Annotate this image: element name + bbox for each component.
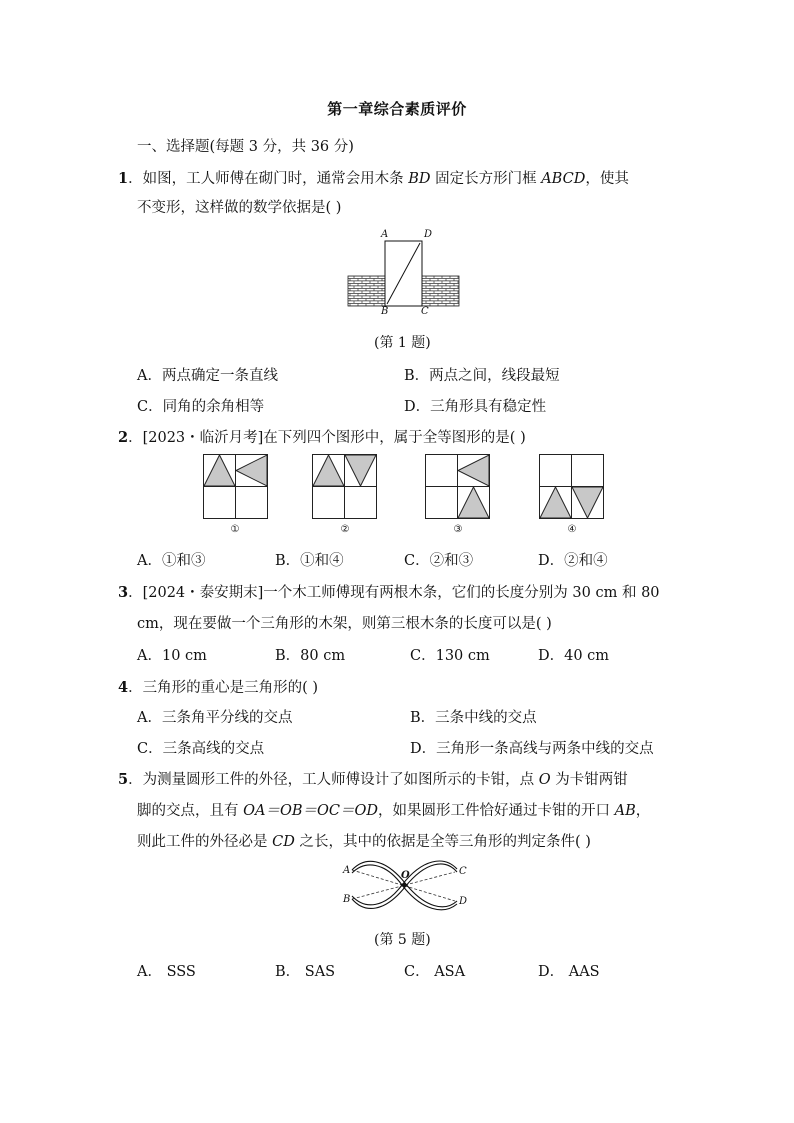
q1-label-d: D [424, 229, 433, 240]
question-1-text-line2: 不变形，这样做的数学依据是( ) [137, 200, 342, 216]
question-1-text: 1．如图，工人师傅在砌门时，通常会用木条 BD 固定长方形门框 ABCD，使其 [118, 170, 629, 187]
question-5-text-line2: 脚的交点，且有 OA＝OB＝OC＝OD，如果圆形工件恰好通过卡钳的开口 AB， [137, 803, 651, 819]
question-3-text: 3．[2024・泰安期末]一个木工师傅现有两根木条，它们的长度分别为 30 cm 和 80 [118, 584, 660, 601]
q3-option-c[interactable]: C．130 cm [410, 648, 490, 664]
q4-option-a[interactable]: A．三条角平分线的交点 [137, 710, 293, 726]
question-2-number: 2 [118, 429, 129, 446]
figure-4-square [539, 454, 605, 520]
pivot-point [402, 883, 406, 887]
q3-option-b[interactable]: B．80 cm [275, 648, 346, 664]
q5-caption: (第 5 题) [374, 932, 431, 948]
q5-label-a: A [343, 865, 351, 876]
question-5-text: 5．为测量圆形工件的外径，工人师傅设计了如图所示的卡钳，点 O 为卡钳两钳 [118, 771, 628, 788]
q1-option-a[interactable]: A．两点确定一条直线 [137, 368, 278, 384]
q2-option-c[interactable]: C．②和③ [404, 553, 474, 569]
figure-3-label: ③ [453, 524, 463, 535]
question-4-text: 4．三角形的重心是三角形的( ) [118, 679, 319, 696]
q1-label-b: B [381, 306, 389, 317]
q2-option-d[interactable]: D．②和④ [538, 553, 608, 569]
question-3-text-line2: cm，现在要做一个三角形的木架，则第三根木条的长度可以是( ) [137, 616, 552, 632]
q1-option-c[interactable]: C．同角的余角相等 [137, 399, 265, 415]
figure-3-square [425, 454, 491, 520]
question-3-number: 3 [118, 584, 129, 601]
brick-wall-right [422, 276, 459, 306]
q1-option-d[interactable]: D．三角形具有稳定性 [404, 399, 547, 415]
q5-option-d[interactable]: D． AAS [538, 964, 600, 980]
section-heading: 一、选择题(每题 3 分，共 36 分) [137, 139, 354, 155]
q5-label-d: D [459, 896, 468, 907]
q4-option-b[interactable]: B．三条中线的交点 [410, 710, 537, 726]
figure-1-label: ① [230, 524, 240, 535]
q5-option-b[interactable]: B． SAS [275, 964, 336, 980]
q5-label-c: C [459, 866, 467, 877]
q2-option-b[interactable]: B．①和④ [275, 553, 344, 569]
q5-option-c[interactable]: C． ASA [404, 964, 466, 980]
caliper-figure [340, 856, 470, 918]
question-2-text: 2．[2023・临沂月考]在下列四个图形中，属于全等图形的是( ) [118, 429, 526, 446]
q5-label-o: O [401, 870, 410, 881]
question-1-number: 1 [118, 170, 129, 187]
figure-2-label: ② [340, 524, 350, 535]
q1-label-a: A [381, 229, 389, 240]
q3-option-d[interactable]: D．40 cm [538, 648, 610, 664]
q1-label-c: C [421, 306, 429, 317]
q3-option-a[interactable]: A．10 cm [137, 648, 207, 664]
question-4-number: 4 [118, 679, 129, 696]
q1-option-b[interactable]: B．两点之间，线段最短 [404, 368, 560, 384]
q1-caption: (第 1 题) [374, 335, 431, 351]
q4-option-d[interactable]: D．三角形一条高线与两条中线的交点 [410, 741, 654, 757]
q5-option-a[interactable]: A． SSS [137, 964, 196, 980]
figure-4-label: ④ [567, 524, 577, 535]
door-frame-figure [340, 228, 460, 320]
question-5-number: 5 [118, 771, 129, 788]
q4-option-c[interactable]: C．三条高线的交点 [137, 741, 265, 757]
question-5-text-line3: 则此工件的外径必是 CD 之长，其中的依据是全等三角形的判定条件( ) [137, 834, 591, 850]
q5-label-b: B [343, 894, 351, 905]
figure-2-square [312, 454, 378, 520]
brick-wall-left [348, 276, 385, 306]
page-title: 第一章综合素质评价 [327, 100, 467, 118]
q2-option-a[interactable]: A．①和③ [137, 553, 206, 569]
figure-1-square [203, 454, 269, 520]
